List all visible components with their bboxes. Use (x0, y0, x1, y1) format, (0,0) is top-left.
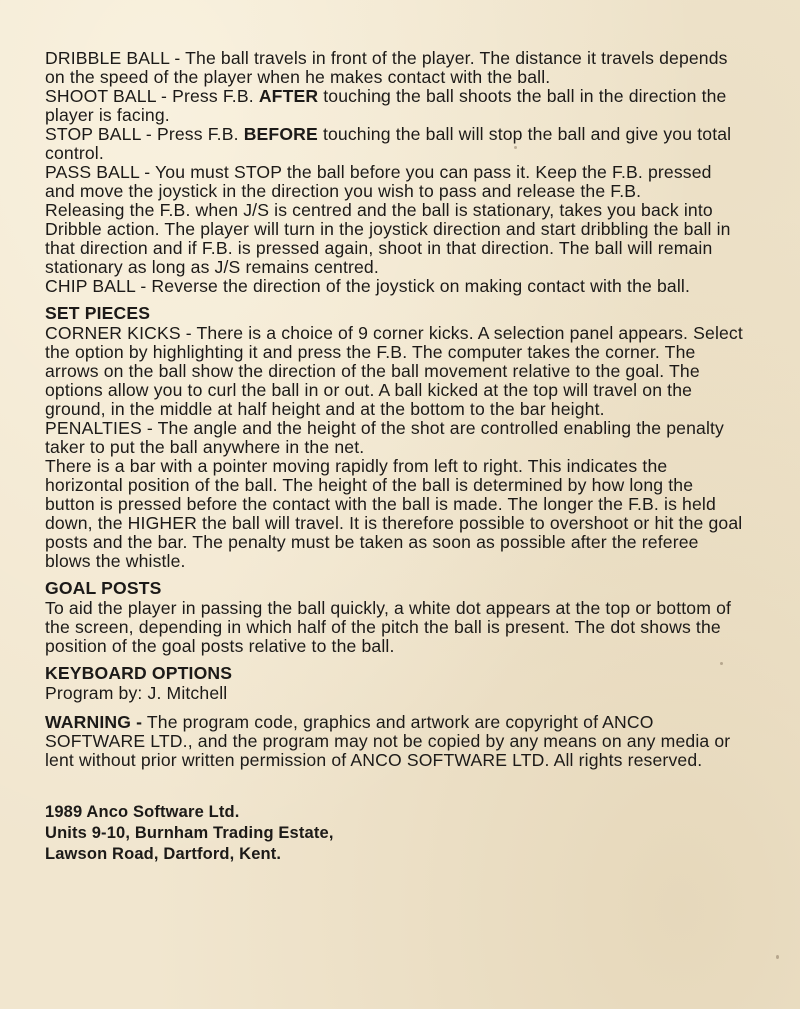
shoot-ball-text-start: SHOOT BALL - Press F.B. (45, 86, 259, 106)
keyboard-options-section (45, 664, 745, 703)
paper-speck (720, 662, 723, 665)
shoot-ball-paragraph (45, 87, 745, 125)
stop-ball-text-start: STOP BALL - Press F.B. (45, 124, 244, 144)
shoot-ball-emphasis: AFTER (258, 86, 319, 106)
set-pieces-section (45, 304, 745, 571)
paper-speck (776, 955, 779, 959)
chip-ball-paragraph: CHIP BALL - Reverse the direction of the joystick on making contact with the ball. (45, 276, 691, 296)
stop-ball-emphasis: BEFORE (243, 124, 318, 144)
paper-speck (514, 146, 517, 149)
address-line-1: 1989 Anco Software Ltd. (45, 803, 240, 821)
address-line-2: Units 9-10, Burnham Trading Estate, (45, 824, 334, 842)
goal-posts-paragraph: To aid the player in passing the ball quickly, a white dot appears at the top or bottom of the screen, depending in which half of the pitch the ball is present. The dot shows the position of the goal posts relative to the ball. (45, 598, 732, 656)
stop-ball-text-end: touching the ball will stop the ball and give you total control. (45, 124, 732, 163)
stop-ball-paragraph (45, 125, 745, 163)
pass-ball-paragraph: PASS BALL - You must STOP the ball before you can pass it. Keep the F.B. pressed and move the joystick in the direction you wish to pass and release the F.B. (45, 162, 712, 201)
address-line-3: Lawson Road, Dartford, Kent. (45, 845, 282, 863)
shoot-ball-text-end: touching the ball shoots the ball in the direction the player is facing. (45, 86, 727, 125)
set-pieces-heading: SET PIECES (45, 303, 151, 323)
paper-speck (380, 96, 382, 102)
releasing-paragraph: Releasing the F.B. when J/S is centred and the ball is stationary, takes you back into Dribble action. The player will turn in the joystick direction and start dribbling the ball in that direction and if F.B. is pressed again, shoot in that direction. The ball will remain stationary as long as J/S remains centred. (45, 200, 731, 277)
manual-page (45, 49, 745, 865)
warning-text: The program code, graphics and artwork are copyright of ANCO SOFTWARE LTD., and the program may not be copied by any means on any media or lent without prior written permission of ANCO SOFTWARE LTD. All rights reserved. (45, 712, 731, 770)
goal-posts-section (45, 579, 745, 656)
warning-label: WARNING - (45, 712, 143, 732)
keyboard-options-heading: KEYBOARD OPTIONS (45, 663, 233, 683)
dribble-ball-paragraph: DRIBBLE BALL - The ball travels in front of the player. The distance it travels depends on the speed of the player when he makes contact with the ball. (45, 48, 728, 87)
penalties-paragraph: PENALTIES - The angle and the height of the shot are controlled enabling the penalty taker to put the ball anywhere in the net. (45, 418, 724, 457)
warning-paragraph (45, 713, 745, 770)
warning-section (45, 713, 745, 770)
goal-posts-heading: GOAL POSTS (45, 578, 162, 598)
controls-section (45, 49, 745, 296)
corner-kicks-paragraph: CORNER KICKS - There is a choice of 9 corner kicks. A selection panel appears. Select the option by highlighting it and press the F.B. The computer takes the corner. The arrows on the ball show the direction of the ball movement relative to the goal. The options allow you to curl the ball in or out. A ball kicked at the top will travel on the ground, in the middle at half height and at the bottom to the bar height. (45, 323, 743, 419)
program-byline: Program by: J. Mitchell (45, 683, 228, 703)
penalty-bar-paragraph: There is a bar with a pointer moving rapidly from left to right. This indicates the horizontal position of the ball. The height of the ball is determined by how long the button is pressed before the contact with the ball is made. The longer the F.B. is held down, the HIGHER the ball will travel. It is therefore possible to overshoot or hit the goal posts and the bar. The penalty must be taken as soon as possible after the referee blows the whistle. (45, 456, 743, 571)
publisher-address (45, 802, 745, 865)
